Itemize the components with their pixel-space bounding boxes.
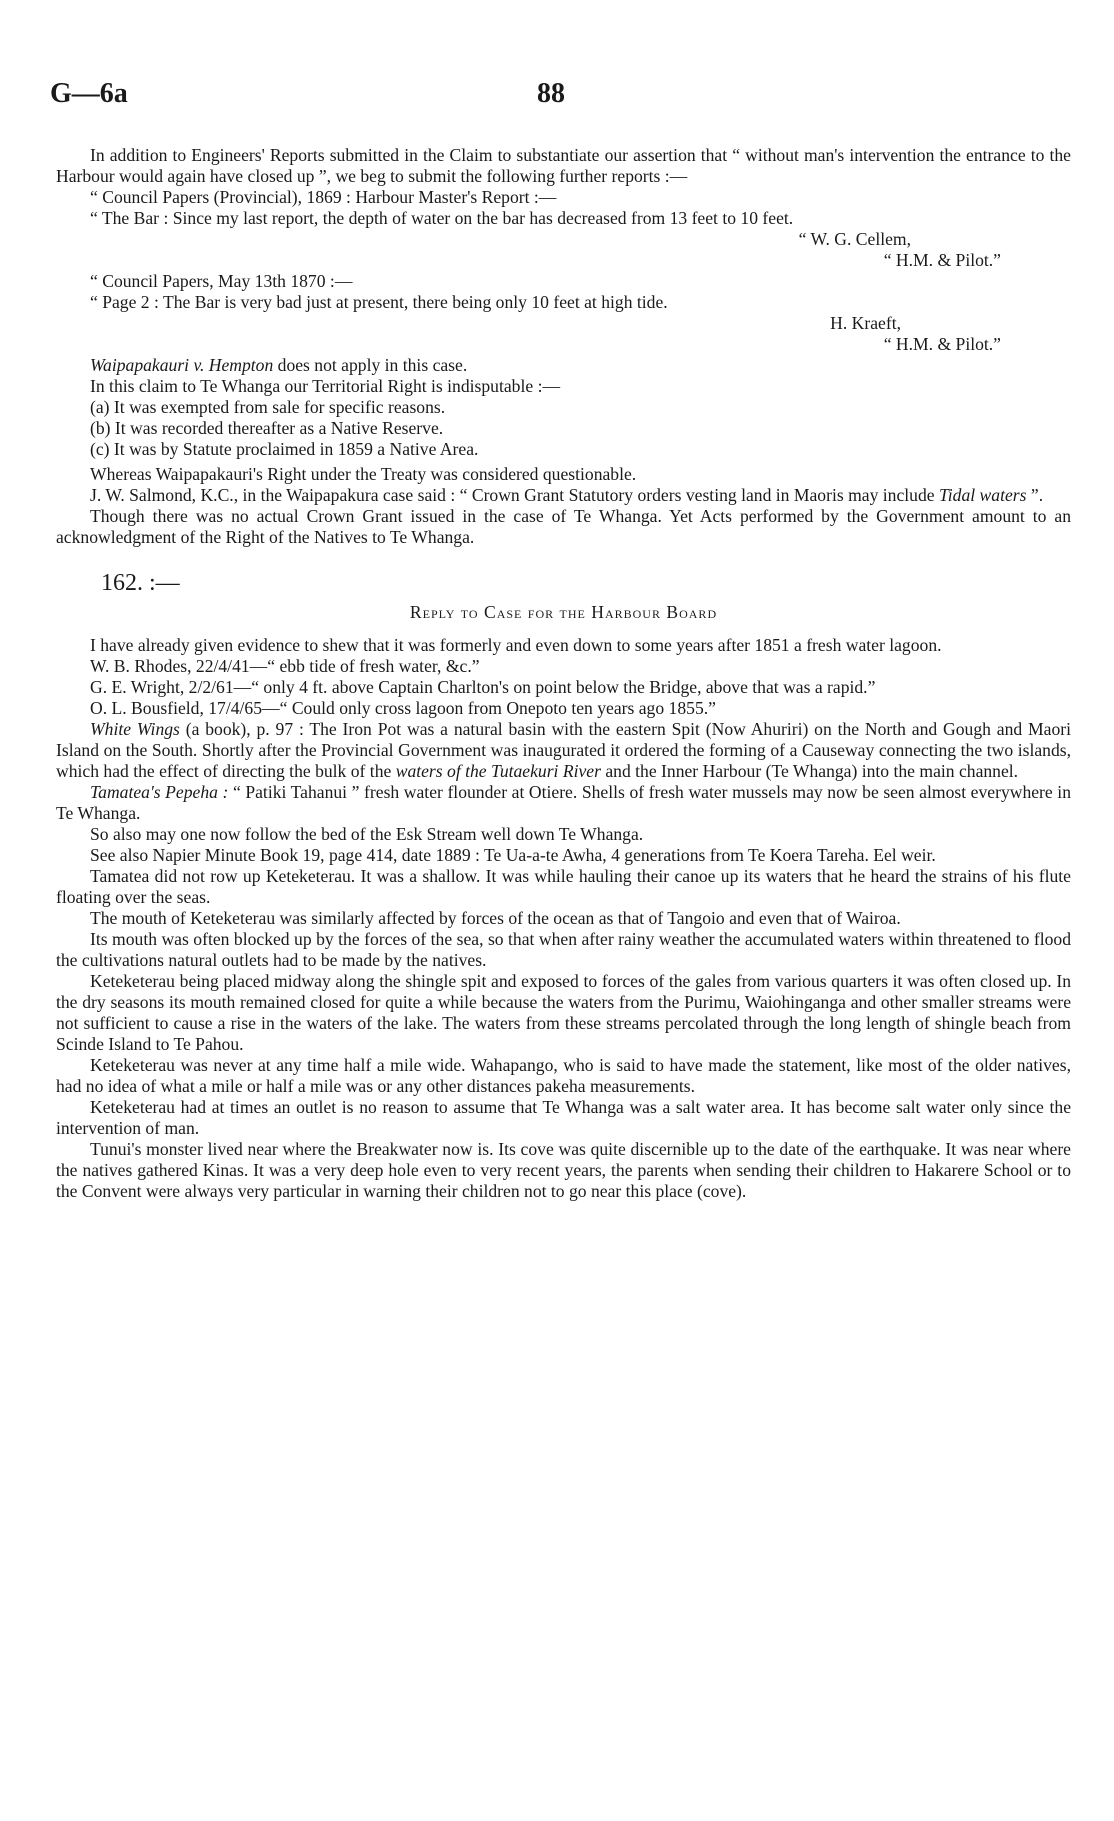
page-number: 88 [537, 78, 565, 109]
council-papers-1869: “ Council Papers (Provincial), 1869 : Harbour Master's Report :— [90, 187, 557, 207]
white-wings-title: White Wings [90, 719, 180, 739]
section-number: 162. :— [101, 570, 180, 596]
tamatea-pepeha-text: “ Patiki Tahanui ” fresh water flounder at Otiere. Shells of fresh water mussels may now be seen almost everywhere in Te Whanga. [56, 782, 1071, 823]
white-wings-italic-2: waters of the Tutaekuri River [395, 761, 601, 781]
council-papers-1870: “ Council Papers, May 13th 1870 :— [90, 271, 353, 291]
section-title: Reply to Case for the Harbour Board [409, 602, 718, 622]
white-wings-text-b: and the Inner Harbour (Te Whanga) into the main channel. [600, 761, 1019, 781]
white-wings-text-a: (a book), p. 97 : The Iron Pot was a natural basin with the eastern Spit (Now Ahuriri) on the North and Gough and Maori Island on the South. Shortly after the Provincial Government was inaugurated it ordered the forming of a Causeway connecting the two islands, which had the effect of directing the bulk of the [56, 719, 1071, 781]
signature-cellem-name: “ W. G. Cellem, [798, 229, 911, 249]
midway-paragraph: Keteketerau being placed midway along the shingle spit and exposed to forces of the gales from various quarters it was often closed up. In the dry seasons its mouth remained closed for quite a while because the waters from the Purimu, Waiohinganga and other smaller streams were not sufficient to cause a rise in the waters of the lake. The waters from these streams percolated through the long length of shingle beach from Scinde Island to Te Pahou. [56, 971, 1071, 1054]
bar-report-1: “ The Bar : Since my last report, the depth of water on the bar has decreased from 13 feet to 10 feet. [90, 208, 794, 228]
bousfield-quote: O. L. Bousfield, 17/4/65—“ Could only cross lagoon from Onepoto ten years ago 1855.” [90, 698, 716, 718]
though-paragraph: Though there was no actual Crown Grant issued in the case of Te Whanga. Yet Acts performed by the Government amount to an acknowledgment of the Right of the Natives to Te Whanga. [56, 506, 1071, 547]
signature-cellem-title: “ H.M. & Pilot.” [883, 250, 1001, 270]
white-wings-paragraph [56, 719, 1071, 782]
salmond-text-a: J. W. Salmond, K.C., in the Waipapakura case said : “ Crown Grant Statutory orders vesting land in Maoris may include [90, 485, 939, 505]
salmond-text-b: ”. [1026, 485, 1044, 505]
whereas-paragraph: Whereas Waipapakauri's Right under the Treaty was considered questionable. [90, 464, 637, 484]
evidence-paragraph: I have already given evidence to shew that it was formerly and even down to some years after 1851 a fresh water lagoon. [90, 635, 942, 655]
intro-paragraph: In addition to Engineers' Reports submitted in the Claim to substantiate our assertion that “ without man's intervention the entrance to the Harbour would again have closed up ”, we beg to submit the following further reports :— [56, 145, 1071, 186]
rhodes-quote: W. B. Rhodes, 22/4/41—“ ebb tide of fresh water, &c.” [90, 656, 480, 676]
tamatea-pepeha-title: Tamatea's Pepeha : [90, 782, 229, 802]
napier-paragraph: See also Napier Minute Book 19, page 414, date 1889 : Te Ua-a-te Awha, 4 generations from Te Koera Tareha. Eel weir. [90, 845, 936, 865]
case-rest: does not apply in this case. [273, 355, 468, 375]
bar-report-2: “ Page 2 : The Bar is very bad just at present, there being only 10 feet at high tide. [90, 292, 668, 312]
page-body [56, 145, 1071, 1202]
mile-paragraph: Keteketerau was never at any time half a mile wide. Wahapango, who is said to have made the statement, like most of the older natives, had no idea of what a mile or half a mile was or any other distances pakeha measurements. [56, 1055, 1071, 1096]
esk-paragraph: So also may one now follow the bed of the Esk Stream well down Te Whanga. [90, 824, 644, 844]
tamatea-pepeha-paragraph [56, 782, 1071, 824]
tamatea-row-paragraph: Tamatea did not row up Keteketerau. It was a shallow. It was while hauling their canoe up its waters that he heard the strains of his flute floating over the seas. [56, 866, 1071, 907]
salmond-italic: Tidal waters [938, 485, 1027, 505]
list-item-b: (b) It was recorded thereafter as a Native Reserve. [90, 418, 444, 438]
document-reference: G—6a [50, 78, 128, 109]
salmond-paragraph [56, 485, 1071, 506]
case-name: Waipapakauri v. Hempton [90, 355, 274, 375]
list-item-a: (a) It was exempted from sale for specific reasons. [90, 397, 446, 417]
list-item-c: (c) It was by Statute proclaimed in 1859 a Native Area. [90, 439, 479, 459]
case-citation [56, 355, 1071, 376]
wright-quote: G. E. Wright, 2/2/61—“ only 4 ft. above Captain Charlton's on point below the Bridge, above that was a rapid.” [90, 677, 876, 697]
tunui-paragraph: Tunui's monster lived near where the Breakwater now is. Its cove was quite discernible up to the date of the earthquake. It was near where the natives gathered Kinas. It was a very deep hole even to very recent years, the parents when sending their children to Hakarere School or to the Convent were always very particular in warning their children not to go near this place (cove). [56, 1139, 1071, 1201]
signature-kraeft-name: H. Kraeft, [830, 313, 901, 333]
blocked-paragraph: Its mouth was often blocked up by the forces of the sea, so that when after rainy weather the accumulated waters within threatened to flood the cultivations natural outlets had to be made by the natives. [56, 929, 1071, 970]
mouth-paragraph: The mouth of Keteketerau was similarly affected by forces of the ocean as that of Tangoio and even that of Wairoa. [90, 908, 901, 928]
outlet-paragraph: Keteketerau had at times an outlet is no reason to assume that Te Whanga was a salt water area. It has become salt water only since the intervention of man. [56, 1097, 1071, 1138]
territorial-right: In this claim to Te Whanga our Territorial Right is indisputable :— [90, 376, 561, 396]
signature-kraeft-title: “ H.M. & Pilot.” [883, 334, 1001, 354]
